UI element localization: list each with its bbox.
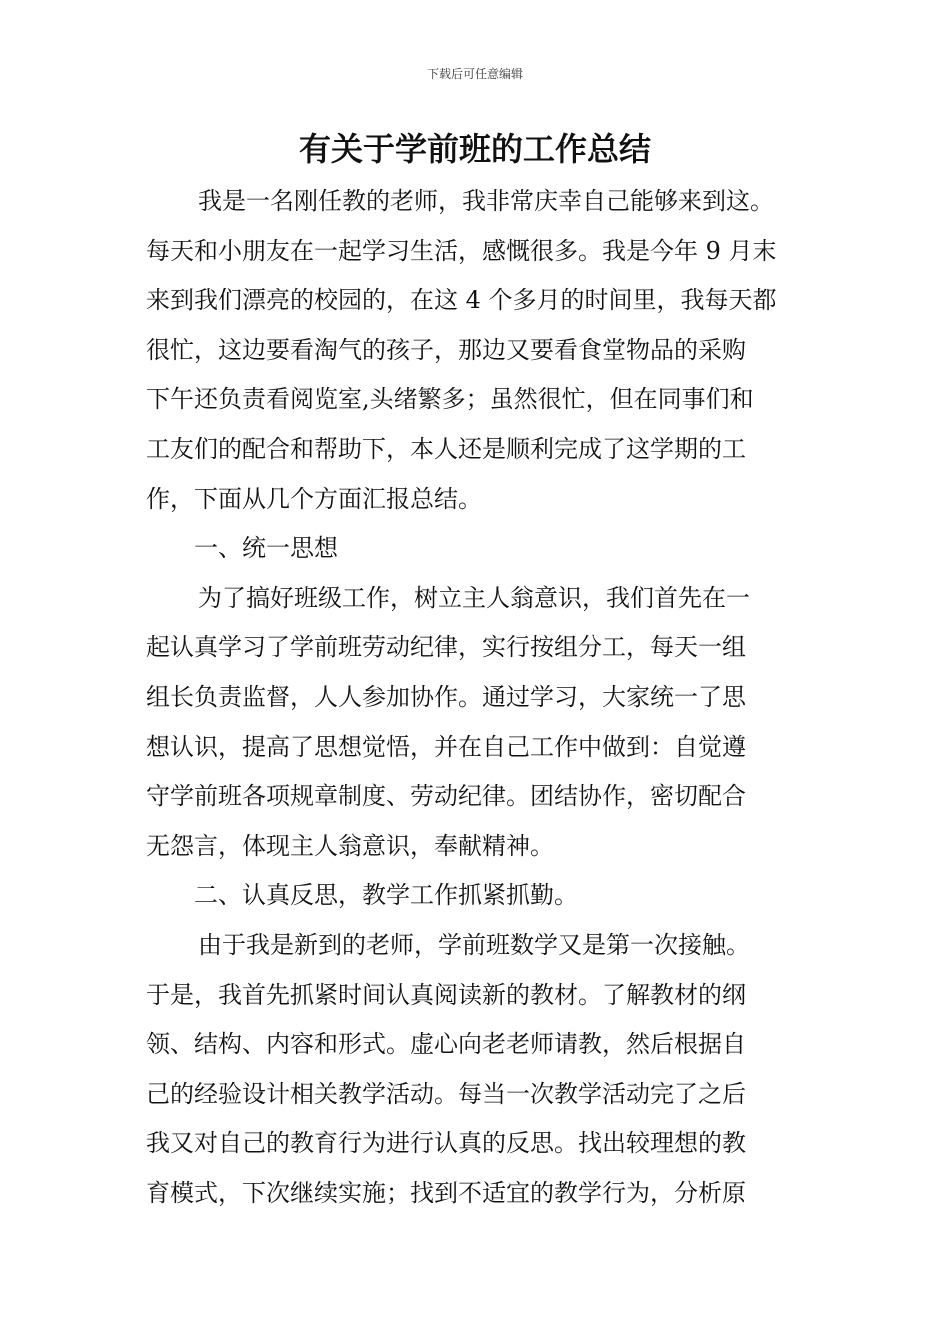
page-header-note: 下载后可任意编辑 bbox=[426, 67, 523, 81]
paragraph-line: 下午还负责看阅览室,头绪繁多；虽然很忙，但在同事们和 bbox=[146, 385, 754, 414]
paragraph-line: 守学前班各项规章制度、劳动纪律。团结协作，密切配合 bbox=[146, 782, 746, 811]
paragraph-line: 每天和小朋友在一起学习生活，感慨很多。我是今年 9 月末 bbox=[146, 236, 777, 265]
paragraph-line: 想认识，提高了思想觉悟，并在自己工作中做到：自觉遵 bbox=[146, 732, 746, 761]
paragraph-line: 我又对自己的教育行为进行认真的反思。找出较理想的教 bbox=[146, 1129, 746, 1158]
paragraph-line: 来到我们漂亮的校园的，在这 4 个多月的时间里，我每天都 bbox=[146, 286, 777, 315]
paragraph-line: 很忙，这边要看淘气的孩子，那边又要看食堂物品的采购 bbox=[146, 335, 746, 364]
paragraph-line: 组长负责监督，人人参加协作。通过学习，大家统一了思 bbox=[146, 682, 746, 711]
paragraph-line: 作，下面从几个方面汇报总结。 bbox=[146, 484, 482, 513]
section-heading: 一、统一思想 bbox=[194, 534, 338, 563]
document-title: 有关于学前班的工作总结 bbox=[298, 130, 651, 168]
paragraph-line: 工友们的配合和帮助下，本人还是顺利完成了这学期的工 bbox=[146, 434, 746, 463]
paragraph-line: 领、结构、内容和形式。虚心向老老师请教，然后根据自 bbox=[146, 1030, 746, 1059]
paragraph-line: 为了搞好班级工作，树立主人翁意识，我们首先在一 bbox=[198, 583, 750, 612]
paragraph-line: 起认真学习了学前班劳动纪律，实行按组分工，每天一组 bbox=[146, 633, 746, 662]
paragraph-line: 己的经验设计相关教学活动。每当一次教学活动完了之后 bbox=[146, 1079, 746, 1108]
paragraph-line: 我是一名刚任教的老师，我非常庆幸自己能够来到这。 bbox=[198, 187, 774, 215]
paragraph-line: 育模式，下次继续实施；找到不适宜的教学行为，分析原 bbox=[146, 1178, 746, 1207]
paragraph-line: 无怨言，体现主人翁意识，奉献精神。 bbox=[146, 831, 554, 860]
paragraph-line: 于是，我首先抓紧时间认真阅读新的教材。了解教材的纲 bbox=[146, 980, 746, 1009]
document-body bbox=[146, 177, 814, 1218]
paragraph-line: 由于我是新到的老师，学前班数学又是第一次接触。 bbox=[198, 930, 750, 959]
section-heading: 二、认真反思，教学工作抓紧抓勤。 bbox=[194, 881, 578, 910]
